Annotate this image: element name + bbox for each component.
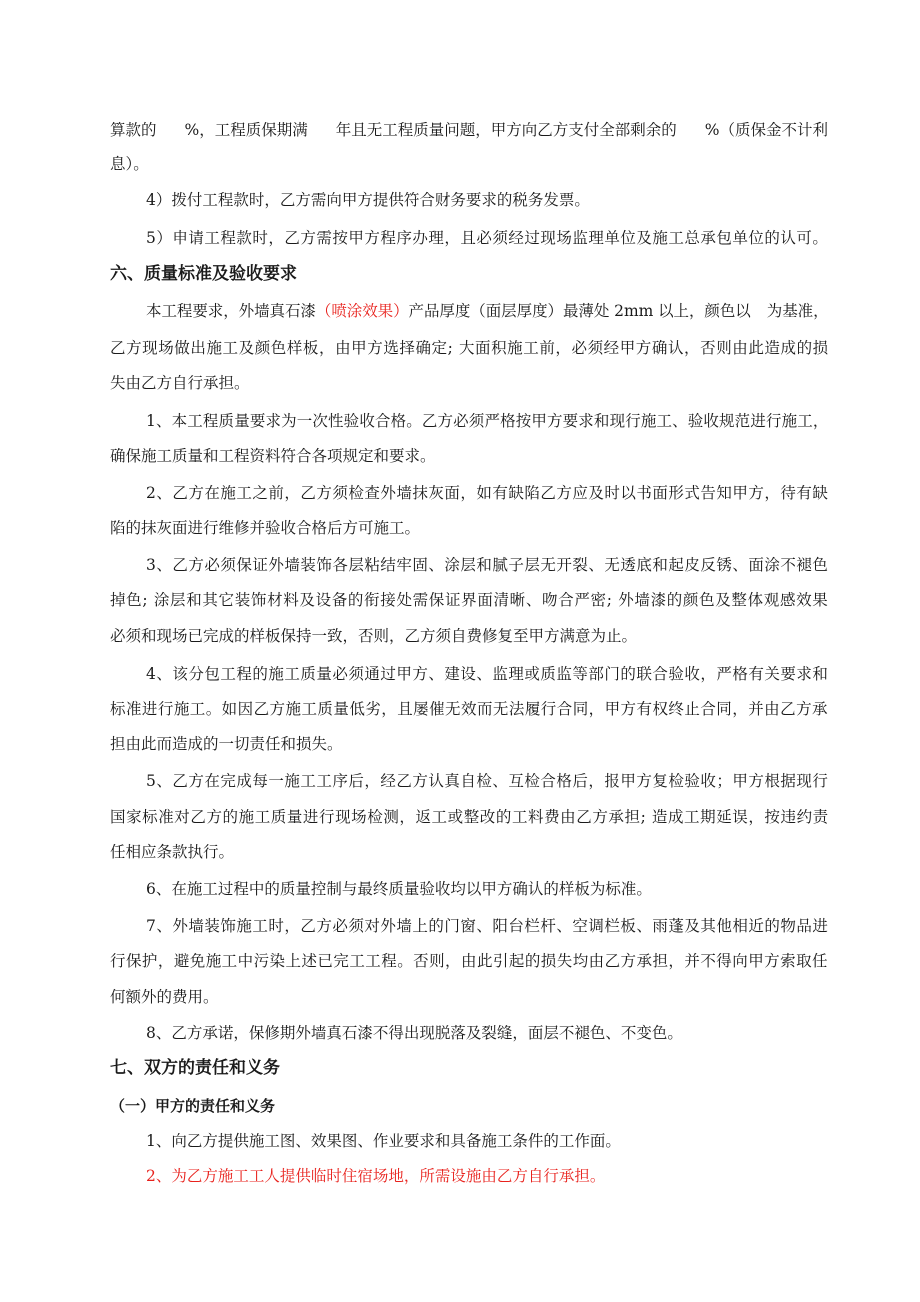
text-line: 国家标准对乙方的施工质量进行现场检测，返工或整改的工料费由乙方承担; 造成工期延误，按违约责: [110, 808, 829, 826]
quality-intro-line: [146, 301, 829, 321]
text-line: 行保护，避免施工中污染上述已完工工程。否则，由此引起的损失均由乙方承担，并不得向甲方索取任: [110, 952, 828, 970]
quality-clause-6: 6、在施工过程中的质量控制与最终质量验收均以甲方确认的样板为标准。: [146, 880, 652, 898]
quality-clause-5: 5、乙方在完成每一施工工序后，经乙方认真自检、互检合格后，报甲方复检验收；甲方根据现行: [146, 772, 829, 790]
text-line: 失由乙方自行承担。: [110, 374, 250, 392]
text-segment: %（质保金不计利: [704, 121, 828, 139]
quality-clause-3: 3、乙方必须保证外墙装饰各层粘结牢固、涂层和腻子层无开裂、无透底和起皮反锈、面涂不褪色: [146, 556, 829, 574]
party-a-clause-2: 2、为乙方施工工人提供临时住宿场地，所需设施由乙方自行承担。: [146, 1167, 606, 1185]
quality-clause-1: 1、本工程质量要求为一次性验收合格。乙方必须严格按甲方要求和现行施工、验收规范进行施工，: [146, 412, 829, 430]
text-segment: 年且无工程质量问题，甲方向乙方支付全部剩余的: [335, 121, 677, 139]
text-line: 掉色; 涂层和其它装饰材料及设备的衔接处需保证界面清晰、吻合严密; 外墙漆的颜色及整体观感效果: [110, 591, 829, 609]
subsection-heading-party-a: （一）甲方的责任和义务: [110, 1097, 276, 1115]
text-line: 标准进行施工。如因乙方施工质量低劣，且屡催无效而无法履行合同，甲方有权终止合同，并由乙方承: [110, 700, 828, 718]
text-line: 必须和现场已完成的样板保持一致，否则，乙方须自费修复至甲方满意为止。: [110, 627, 638, 645]
quality-clause-7: 7、外墙装饰施工时，乙方必须对外墙上的门窗、阳台栏杆、空调栏板、雨蓬及其他相近的物品进: [146, 917, 829, 935]
text-segment: 本工程要求，外墙真石漆: [146, 302, 316, 320]
quality-clause-2: 2、乙方在施工之前，乙方须检查外墙抹灰面，如有缺陷乙方应及时以书面形式告知甲方，待有缺: [146, 484, 829, 502]
highlighted-text: （喷涂效果）: [315, 302, 409, 320]
party-a-clause-1: 1、向乙方提供施工图、效果图、作业要求和具备施工条件的工作面。: [146, 1132, 621, 1150]
text-line: 担由此而造成的一切责任和损失。: [110, 735, 343, 753]
text-line: 何额外的费用。: [110, 988, 219, 1006]
text-line: 陷的抹灰面进行维修并验收合格后方可施工。: [110, 519, 421, 537]
quality-clause-8: 8、乙方承诺，保修期外墙真石漆不得出现脱落及裂缝，面层不褪色、不变色。: [146, 1024, 683, 1042]
clause-4-tax-invoice: 4）拨付工程款时，乙方需向甲方提供符合财务要求的税务发票。: [146, 191, 590, 209]
section-heading-quality: 六、质量标准及验收要求: [110, 264, 297, 284]
text-line: 息）。: [110, 155, 149, 173]
section-heading-responsibilities: 七、双方的责任和义务: [110, 1058, 280, 1078]
text-segment: 产品厚度（面层厚度）最薄处 2mm 以上，颜色以: [408, 302, 751, 320]
quality-clause-4: 4、该分包工程的施工质量必须通过甲方、建设、监理或质监等部门的联合验收，严格有关要求和: [146, 665, 829, 683]
text-segment: 为基准，: [766, 302, 829, 320]
text-line: 任相应条款执行。: [110, 843, 235, 861]
text-segment: 算款的: [110, 121, 157, 139]
payment-terms-line: [110, 120, 828, 140]
text-line: 确保施工质量和工程资料符合各项规定和要求。: [110, 447, 436, 465]
clause-5-payment-application: 5）申请工程款时，乙方需按甲方程序办理，且必须经过现场监理单位及施工总承包单位的认可。: [146, 229, 829, 247]
text-line: 乙方现场做出施工及颜色样板，由甲方选择确定; 大面积施工前，必须经甲方确认，否则由此造成的损: [110, 339, 829, 357]
text-segment: %，工程质保期满: [184, 121, 308, 139]
